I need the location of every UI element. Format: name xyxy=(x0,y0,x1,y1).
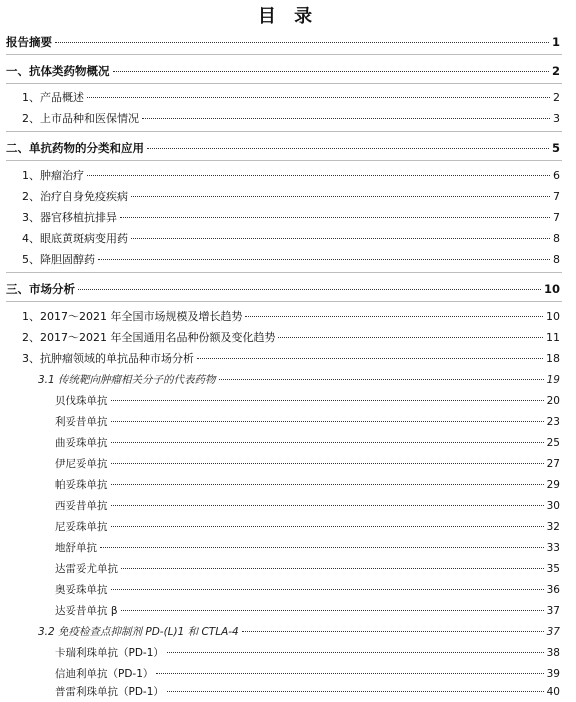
toc-page-number: 35 xyxy=(546,563,560,575)
toc-leader-dots xyxy=(111,589,544,590)
toc-entry-label: 尼妥珠单抗 xyxy=(55,521,108,533)
toc-leader-dots xyxy=(121,610,544,611)
toc-page-number: 32 xyxy=(546,521,560,533)
toc-leader-dots xyxy=(100,547,544,548)
toc-entry-label: 二、单抗药物的分类和应用 xyxy=(6,141,144,155)
toc-leader-dots xyxy=(167,691,544,692)
toc-page-number: 39 xyxy=(546,668,560,680)
page-title: 目 录 xyxy=(257,6,319,27)
toc-entry[interactable] xyxy=(22,350,560,368)
toc-page-number: 6 xyxy=(553,169,560,182)
toc-page-number: 2 xyxy=(551,64,560,78)
toc-leader-dots xyxy=(156,673,543,674)
toc-entry-section[interactable] xyxy=(38,371,560,389)
toc-entry[interactable] xyxy=(22,188,560,206)
toc-page-number: 10 xyxy=(543,282,560,296)
toc-entry[interactable] xyxy=(22,308,560,326)
toc-page-number: 7 xyxy=(553,211,560,224)
toc-entry-drug[interactable] xyxy=(55,602,560,620)
toc-entry-label: 三、市场分析 xyxy=(6,282,75,296)
toc-entry-label: 达雷妥尤单抗 xyxy=(55,563,118,575)
toc-leader-dots xyxy=(111,442,544,443)
toc-entry-section[interactable] xyxy=(38,623,560,641)
toc-entry-chapter-2[interactable] xyxy=(6,139,560,157)
toc-page-number: 18 xyxy=(546,352,560,365)
toc-leader-dots xyxy=(111,526,544,527)
toc-leader-dots xyxy=(111,505,544,506)
toc-page-number: 38 xyxy=(546,647,560,659)
toc-leader-dots xyxy=(111,463,544,464)
toc-entry-drug[interactable] xyxy=(55,683,560,701)
toc-leader-dots xyxy=(111,400,544,401)
toc-page-number: 2 xyxy=(553,91,560,104)
toc-entry-label: 2、上市品种和医保情况 xyxy=(22,112,139,125)
toc-entry-drug[interactable] xyxy=(55,539,560,557)
toc-page-number: 8 xyxy=(553,232,560,245)
toc-page-number: 10 xyxy=(546,310,560,323)
toc-entry-label: 3.2 免疫检查点抑制剂 PD-(L)1 和 CTLA-4 xyxy=(38,626,239,638)
toc-entry-label: 1、肿瘤治疗 xyxy=(22,169,84,182)
toc-leader-dots xyxy=(120,217,550,218)
toc-entry-label: 3、抗肿瘤领域的单抗品种市场分析 xyxy=(22,352,194,365)
toc-entry-label: 3.1 传统靶向肿瘤相关分子的代表药物 xyxy=(38,374,216,386)
toc-entry-label: 曲妥珠单抗 xyxy=(55,437,108,449)
toc-entry-drug[interactable] xyxy=(55,434,560,452)
toc-page-number: 23 xyxy=(546,416,560,428)
toc-entry-summary[interactable] xyxy=(6,33,560,51)
toc-entry-label: 卡瑞利珠单抗（PD-1） xyxy=(55,647,164,659)
toc-entry-drug[interactable] xyxy=(55,581,560,599)
toc-leader-dots xyxy=(87,97,550,98)
toc-leader-dots xyxy=(167,652,544,653)
toc-entry-label: 3、器官移植抗排异 xyxy=(22,211,117,224)
toc-leader-dots xyxy=(142,118,550,119)
toc-entry-drug[interactable] xyxy=(55,560,560,578)
toc-entry-label: 帕妥珠单抗 xyxy=(55,479,108,491)
toc-entry-drug[interactable] xyxy=(55,392,560,410)
toc-leader-dots xyxy=(131,196,550,197)
toc-entry-drug[interactable] xyxy=(55,644,560,662)
toc-entry-label: 1、产品概述 xyxy=(22,91,84,104)
toc-page-number: 3 xyxy=(553,112,560,125)
toc-entry[interactable] xyxy=(22,209,560,227)
toc-entry[interactable] xyxy=(22,230,560,248)
toc-page-number: 1 xyxy=(551,35,560,49)
toc-leader-dots xyxy=(219,379,544,380)
toc-leader-dots xyxy=(98,259,550,260)
toc-entry-label: 4、眼底黄斑病变用药 xyxy=(22,232,128,245)
toc-entry-label: 利妥昔单抗 xyxy=(55,416,108,428)
toc-leader-dots xyxy=(245,316,543,317)
toc-leader-dots xyxy=(111,484,544,485)
toc-leader-dots xyxy=(55,42,549,43)
toc-entry[interactable] xyxy=(22,329,560,347)
toc-leader-dots xyxy=(111,421,544,422)
toc-entry[interactable] xyxy=(22,167,560,185)
toc-page-number: 8 xyxy=(553,253,560,266)
toc-leader-dots xyxy=(113,71,549,72)
toc-page-number: 19 xyxy=(546,374,560,386)
toc-leader-dots xyxy=(87,175,550,176)
toc-entry-label: 2、治疗自身免疫疾病 xyxy=(22,190,128,203)
toc-page-number: 5 xyxy=(551,141,560,155)
toc-entry-label: 1、2017～2021 年全国市场规模及增长趋势 xyxy=(22,310,243,323)
toc-entry-drug[interactable] xyxy=(55,518,560,536)
toc-leader-dots xyxy=(78,289,541,290)
divider xyxy=(6,272,562,273)
toc-leader-dots xyxy=(242,631,544,632)
toc-entry[interactable] xyxy=(22,251,560,269)
divider xyxy=(6,131,562,132)
toc-leader-dots xyxy=(131,238,550,239)
toc-page-number: 25 xyxy=(546,437,560,449)
toc-entry-chapter-1[interactable] xyxy=(6,62,560,80)
toc-leader-dots xyxy=(197,358,543,359)
toc-leader-dots xyxy=(278,337,543,338)
divider xyxy=(6,83,562,84)
divider xyxy=(6,160,562,161)
toc-page-number: 11 xyxy=(546,331,560,344)
toc-entry-label: 奥妥珠单抗 xyxy=(55,584,108,596)
toc-entry[interactable] xyxy=(22,89,560,107)
toc-entry-label: 伊尼妥单抗 xyxy=(55,458,108,470)
toc-entry-label: 2、2017～2021 年全国通用名品种份额及变化趋势 xyxy=(22,331,276,344)
divider xyxy=(6,301,562,302)
toc-page-number: 27 xyxy=(546,458,560,470)
toc-entry-chapter-3[interactable] xyxy=(6,280,560,298)
toc-leader-dots xyxy=(121,568,544,569)
toc-entry-label: 贝伐珠单抗 xyxy=(55,395,108,407)
toc-page-number: 29 xyxy=(546,479,560,491)
toc-page-number: 30 xyxy=(546,500,560,512)
toc-entry-drug[interactable] xyxy=(55,455,560,473)
toc-page-number: 20 xyxy=(546,395,560,407)
toc-entry-label: 西妥昔单抗 xyxy=(55,500,108,512)
toc-entry-label: 报告摘要 xyxy=(6,35,52,49)
toc-entry-label: 普雷利珠单抗（PD-1） xyxy=(55,686,164,698)
toc-entry-label: 达妥昔单抗 β xyxy=(55,605,118,617)
toc-entry-drug[interactable] xyxy=(55,476,560,494)
toc-entry-label: 一、抗体类药物概况 xyxy=(6,64,110,78)
toc-page-number: 40 xyxy=(546,686,560,698)
toc-entry[interactable] xyxy=(22,110,560,128)
toc-page-number: 33 xyxy=(546,542,560,554)
toc-page-number: 37 xyxy=(546,605,560,617)
toc-leader-dots xyxy=(147,148,549,149)
toc-page-number: 37 xyxy=(546,626,560,638)
toc-entry-drug[interactable] xyxy=(55,413,560,431)
divider xyxy=(6,54,562,55)
toc-page-number: 36 xyxy=(546,584,560,596)
toc-page-number: 7 xyxy=(553,190,560,203)
toc-entry-label: 信迪利单抗（PD-1） xyxy=(55,668,154,680)
toc-entry-drug[interactable] xyxy=(55,665,560,683)
toc-entry-label: 5、降胆固醇药 xyxy=(22,253,95,266)
toc-entry-drug[interactable] xyxy=(55,497,560,515)
toc-entry-label: 地舒单抗 xyxy=(55,542,97,554)
